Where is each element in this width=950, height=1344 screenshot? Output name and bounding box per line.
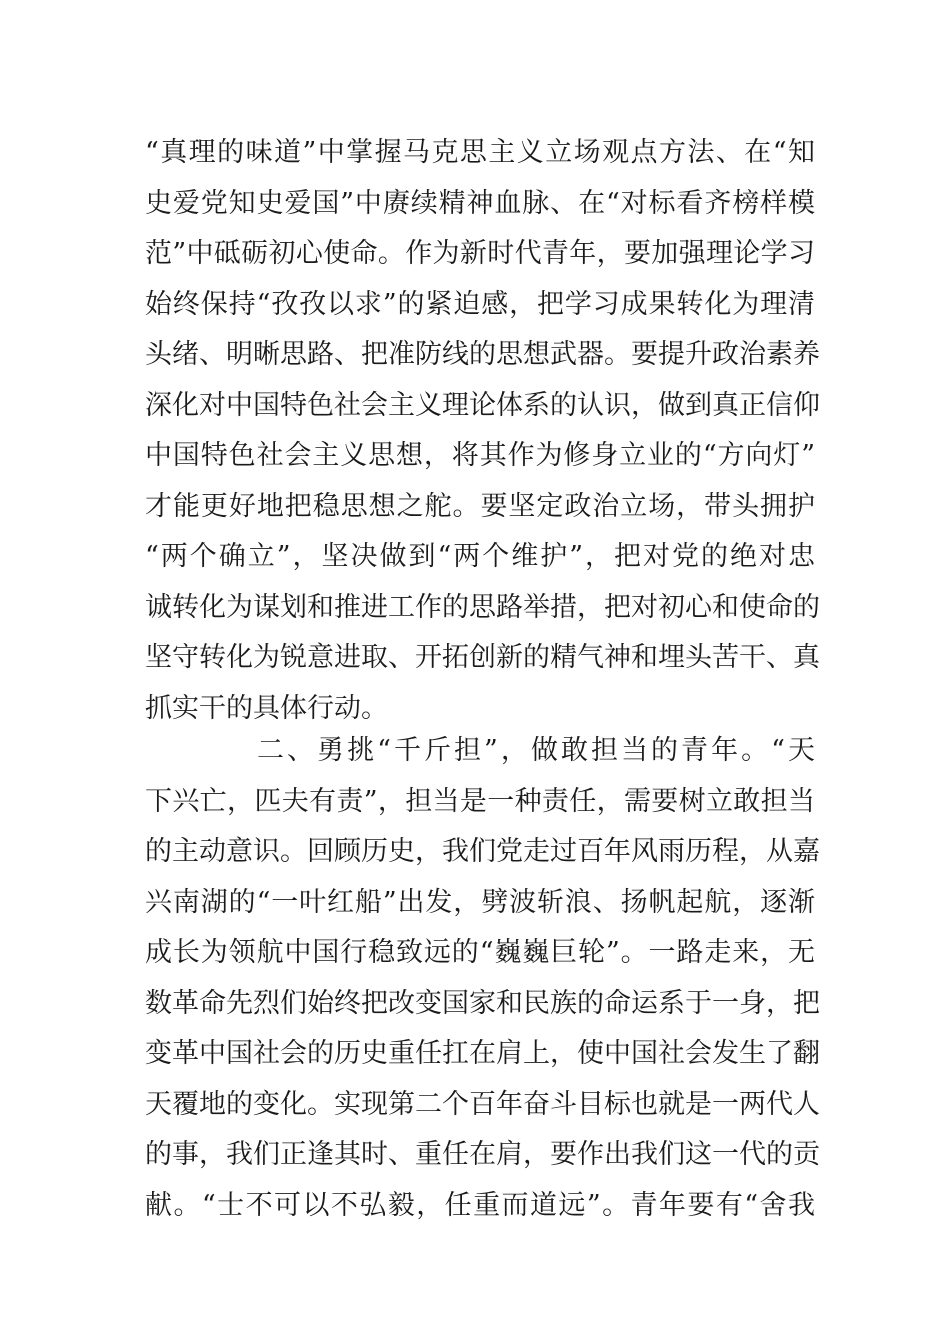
text-line: 抓实干的具体行动。 bbox=[145, 692, 388, 724]
text-line: 变革中国社会的历史重任扛在肩上，使中国社会发生了翻 bbox=[145, 1038, 820, 1069]
text-line: 深化对中国特色社会主义理论体系的认识，做到真正信仰 bbox=[145, 389, 820, 421]
paragraph-1 bbox=[145, 128, 820, 734]
text-line: “真理的味道”中掌握马克思主义立场观点方法、在“知 bbox=[145, 137, 815, 168]
text-line: 史爱党知史爱国”中赓续精神血脉、在“对标看齐榜样模 bbox=[145, 187, 815, 219]
text-line: 的主动意识。回顾历史，我们党走过百年风雨历程，从嘉 bbox=[145, 836, 820, 867]
text-line: 诚转化为谋划和推进工作的思路举措，把对初心和使命的 bbox=[145, 591, 820, 623]
text-line: 数革命先烈们始终把改变国家和民族的命运系于一身，把 bbox=[145, 987, 820, 1019]
paragraph-2 bbox=[145, 726, 820, 1231]
text-line: 的事，我们正逢其时、重任在肩，要作出我们这一代的贡 bbox=[145, 1139, 820, 1170]
text-line: 天覆地的变化。实现第二个百年奋斗目标也就是一两代人 bbox=[145, 1088, 820, 1120]
text-line: 头绪、明晰思路、把准防线的思想武器。要提升政治素养 bbox=[145, 339, 820, 370]
text-line: 成长为领航中国行稳致远的“巍巍巨轮”。一路走来，无 bbox=[145, 937, 815, 968]
text-line: 中国特色社会主义思想，将其作为修身立业的“方向灯” bbox=[145, 440, 815, 471]
text-line: 兴南湖的“一叶红船”出发，劈波斩浪、扬帆起航，逐渐 bbox=[145, 886, 815, 918]
text-line: 才能更好地把稳思想之舵。要坚定政治立场，带头拥护 bbox=[145, 490, 815, 522]
text-line: 下兴亡，匹夫有责”，担当是一种责任，需要树立敢担当 bbox=[145, 785, 815, 817]
text-line: 范”中砥砺初心使命。作为新时代青年，要加强理论学习 bbox=[145, 238, 815, 269]
text-line: 献。“士不可以不弘毅，任重而道远”。青年要有“舍我 bbox=[145, 1189, 815, 1221]
text-line: 坚守转化为锐意进取、开拓创新的精气神和埋头苦干、真 bbox=[145, 642, 820, 673]
text-line: 始终保持“孜孜以求”的紧迫感，把学习成果转化为理清 bbox=[145, 288, 815, 320]
text-line: “两个确立”，坚决做到“两个维护”，把对党的绝对忠 bbox=[145, 541, 815, 572]
section-heading-line: 二、勇挑“千斤担”，做敢担当的青年。“天 bbox=[257, 735, 815, 766]
